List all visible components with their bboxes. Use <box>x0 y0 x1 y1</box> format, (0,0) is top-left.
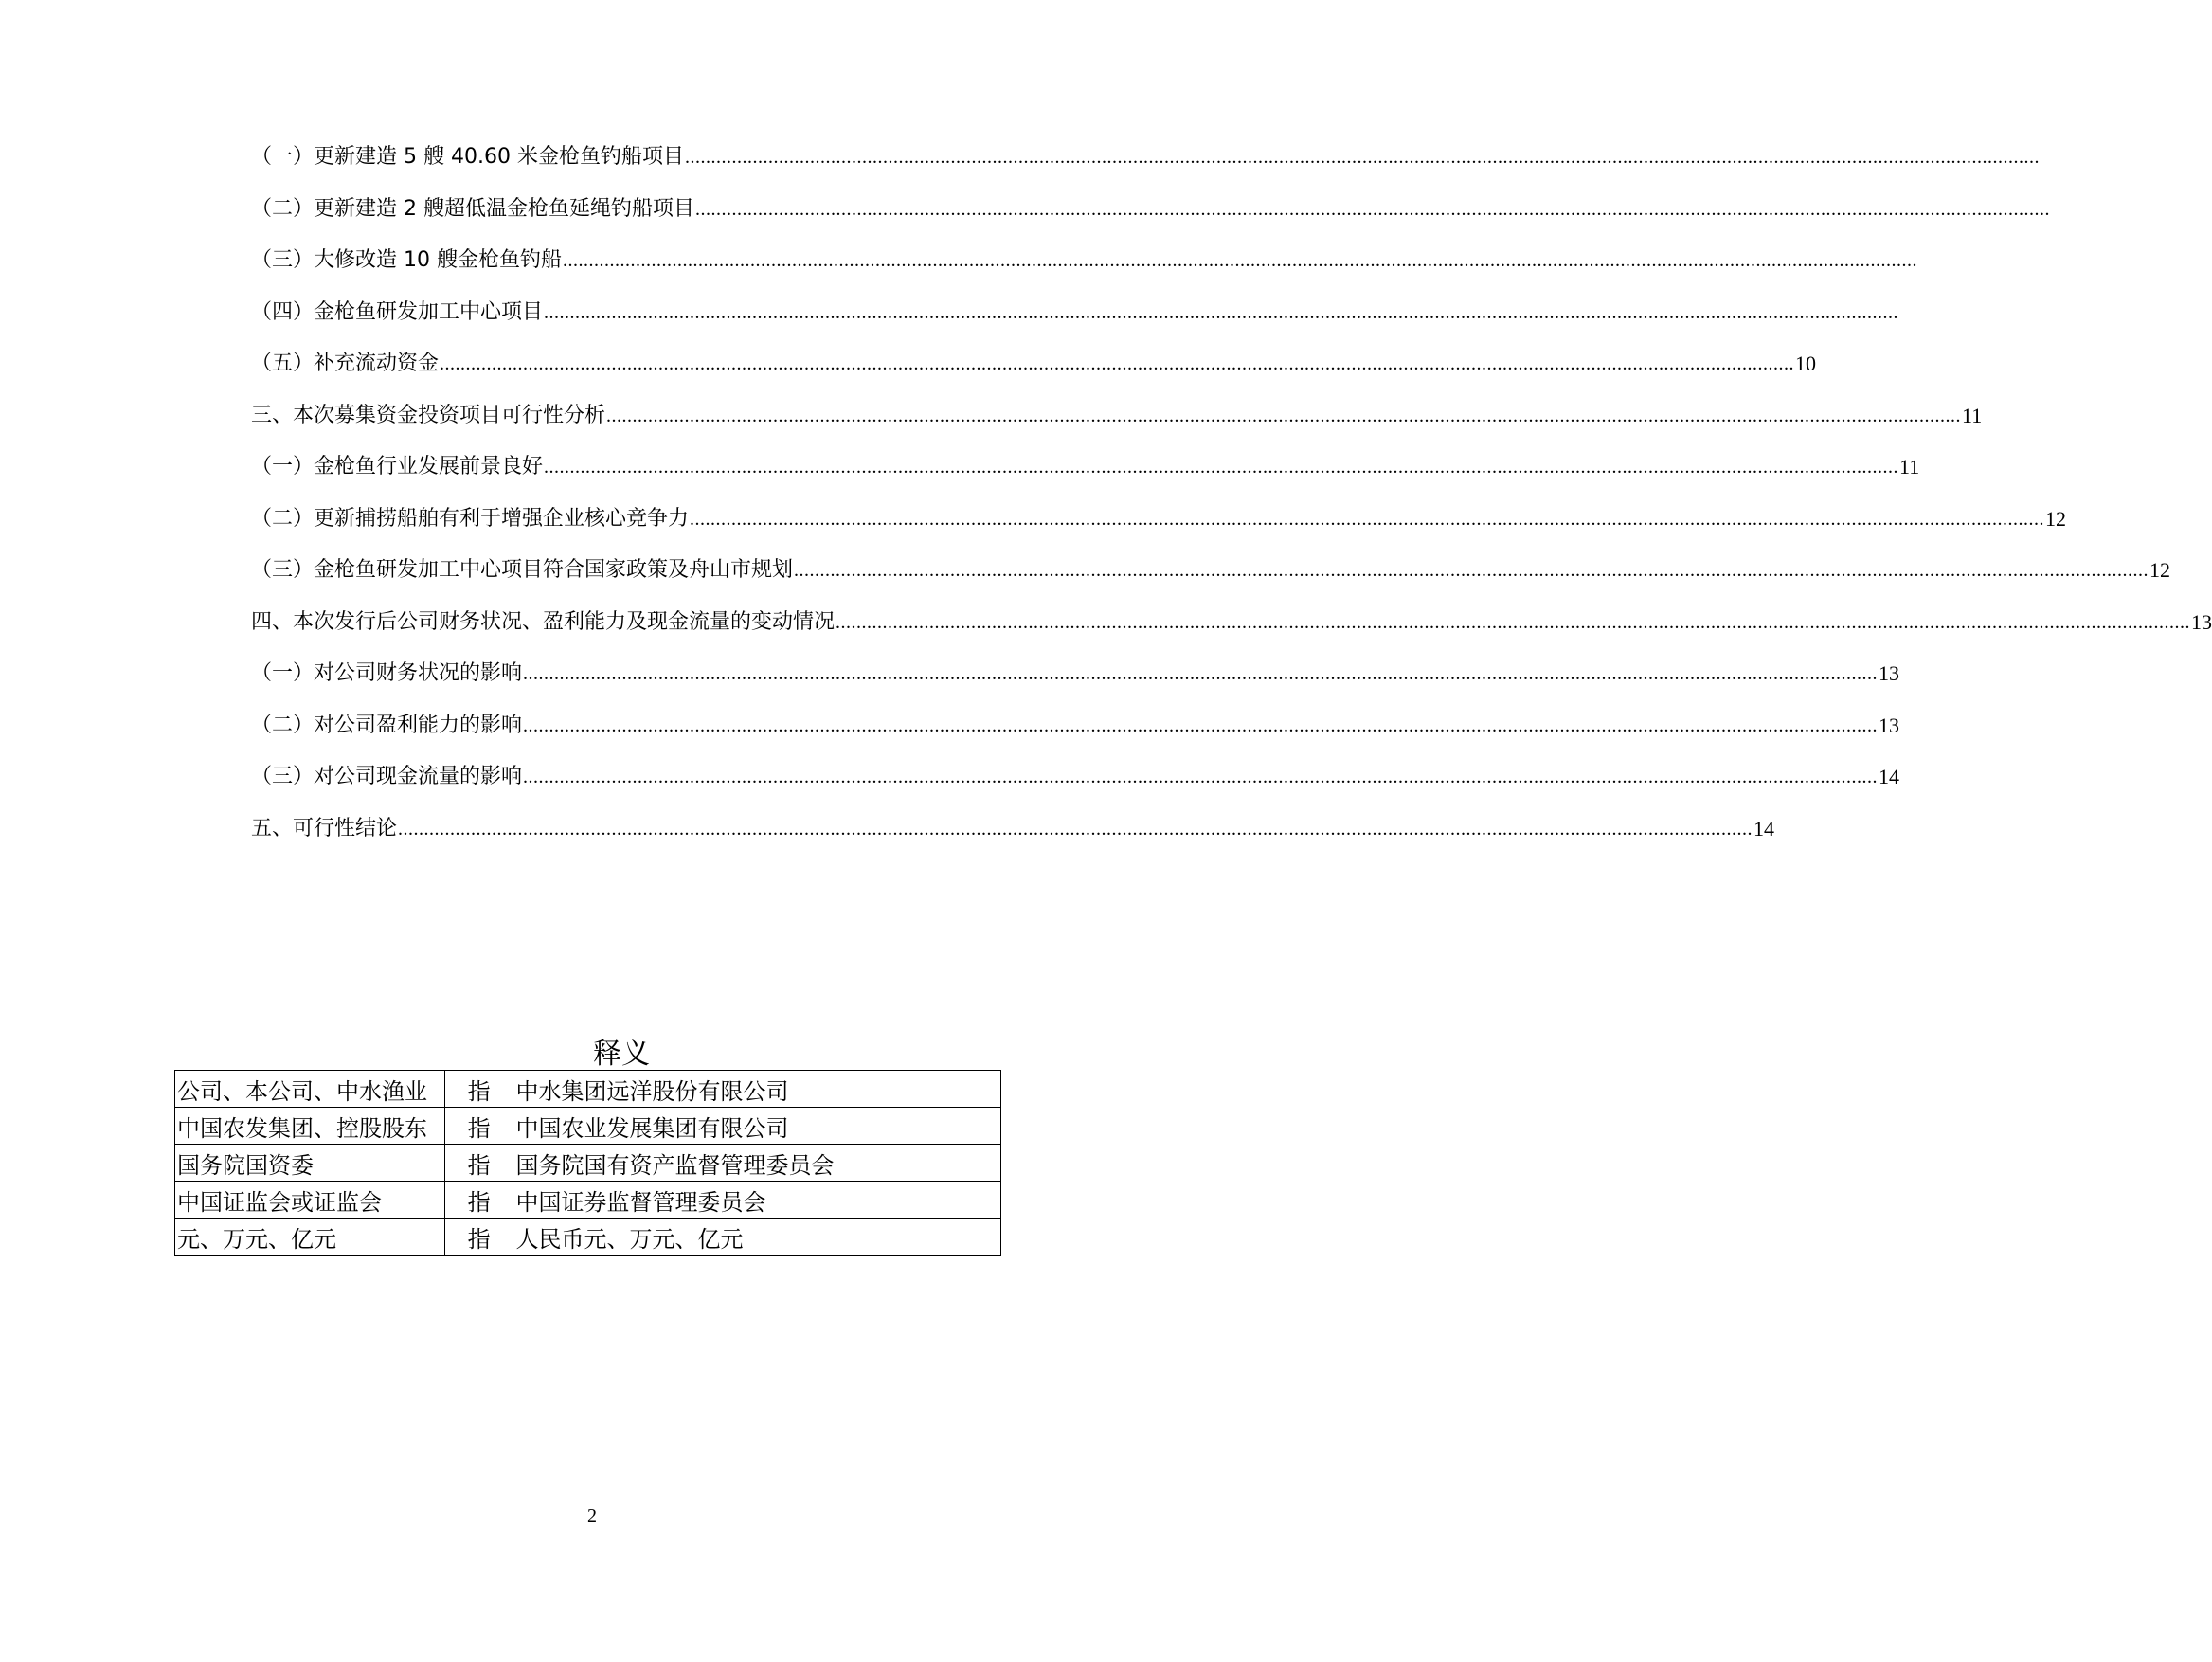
glossary-term: 国务院国资委 <box>175 1145 445 1182</box>
table-row <box>175 1108 1001 1145</box>
table-row <box>175 1071 1001 1108</box>
glossary-definition: 人民币元、万元、亿元 <box>513 1219 1001 1256</box>
toc-entry[interactable] <box>251 811 1775 843</box>
toc-dot-leader: .................................................................................................................................................................................................................................................................... <box>836 612 2191 633</box>
glossary-term: 中国农发集团、控股股东 <box>175 1108 445 1145</box>
toc-entry[interactable] <box>251 708 1900 740</box>
toc-entry-title: （三）大修改造 10 艘金枪鱼钓船 <box>251 248 562 272</box>
glossary-refers: 指 <box>444 1219 513 1256</box>
toc-dot-leader: .................................................................................................................................................................................................................................................................... <box>690 509 2045 530</box>
glossary-refers: 指 <box>444 1145 513 1182</box>
glossary-refers: 指 <box>444 1071 513 1108</box>
toc-dot-leader: .................................................................................................................................................................................................................................................................... <box>544 457 1899 478</box>
toc-entry[interactable] <box>251 346 1817 378</box>
page-number: 2 <box>587 1506 597 1527</box>
toc-entry-page: 12 <box>2045 507 2067 531</box>
glossary-definition: 国务院国有资产监督管理委员会 <box>513 1145 1001 1182</box>
toc-entry-title: （三）对公司现金流量的影响 <box>251 765 523 788</box>
toc-entry[interactable] <box>251 552 2171 585</box>
toc-entry-title: （一）金枪鱼行业发展前景良好 <box>251 455 544 479</box>
glossary-definition: 中国农业发展集团有限公司 <box>513 1108 1001 1145</box>
glossary-title: 释义 <box>593 1038 650 1071</box>
toc-entry-page: 12 <box>2149 558 2171 582</box>
toc-entry-page: 11 <box>1899 455 1920 479</box>
toc-entry-page: 11 <box>1962 404 1983 427</box>
toc-entry-title: （二）更新捕捞船舶有利于增强企业核心竞争力 <box>251 507 690 531</box>
toc-dot-leader: .................................................................................................................................................................................................................................................................... <box>523 715 1879 736</box>
table-row <box>175 1182 1001 1219</box>
glossary-table <box>174 1070 1001 1256</box>
toc-dot-leader: .................................................................................................................................................................................................................................................................... <box>794 560 2149 581</box>
toc-entry[interactable] <box>251 605 2212 637</box>
toc-entry[interactable] <box>251 191 2050 224</box>
glossary-term: 元、万元、亿元 <box>175 1219 445 1256</box>
table-row <box>175 1145 1001 1182</box>
glossary-refers: 指 <box>444 1108 513 1145</box>
toc-entry[interactable] <box>251 243 1917 275</box>
toc-entry-title: 四、本次发行后公司财务状况、盈利能力及现金流量的变动情况 <box>251 610 836 634</box>
toc-dot-leader: .................................................................................................................................................................................................................................................................... <box>684 147 2040 168</box>
toc-entry-title: 五、可行性结论 <box>251 817 398 840</box>
toc-dot-leader: .................................................................................................................................................................................................................................................................... <box>523 767 1879 787</box>
toc-entry-page: 13 <box>1879 714 1900 737</box>
toc-dot-leader: .................................................................................................................................................................................................................................................................... <box>544 302 1899 323</box>
glossary-refers: 指 <box>444 1182 513 1219</box>
toc-entry[interactable] <box>251 398 1983 430</box>
toc-entry-title: （一）对公司财务状况的影响 <box>251 661 523 685</box>
toc-entry-page: 13 <box>2191 610 2212 634</box>
glossary-term: 中国证监会或证监会 <box>175 1182 445 1219</box>
toc-entry-page: 10 <box>1795 352 1817 375</box>
toc-dot-leader: .................................................................................................................................................................................................................................................................... <box>606 406 1962 426</box>
toc-entry-title: 三、本次募集资金投资项目可行性分析 <box>251 404 606 427</box>
toc-entry-title: （四）金枪鱼研发加工中心项目 <box>251 300 544 324</box>
toc-entry-page: 14 <box>1753 817 1775 840</box>
toc-entry-page: 14 <box>1879 765 1900 788</box>
toc-entry[interactable] <box>251 656 1900 688</box>
glossary-term: 公司、本公司、中水渔业 <box>175 1071 445 1108</box>
toc-entry[interactable] <box>251 449 1920 481</box>
toc-dot-leader: .................................................................................................................................................................................................................................................................... <box>523 663 1879 684</box>
toc-entry[interactable] <box>251 501 2067 533</box>
toc-entry-page: 13 <box>1879 661 1900 685</box>
toc-dot-leader: .................................................................................................................................................................................................................................................................... <box>440 353 1795 374</box>
glossary-definition: 中国证券监督管理委员会 <box>513 1182 1001 1219</box>
toc-dot-leader: .................................................................................................................................................................................................................................................................... <box>398 819 1753 840</box>
toc-entry[interactable] <box>251 759 1900 791</box>
toc-entry-title: （二）对公司盈利能力的影响 <box>251 714 523 737</box>
toc-entry-title: （三）金枪鱼研发加工中心项目符合国家政策及舟山市规划 <box>251 558 794 582</box>
toc-entry-title: （一）更新建造 5 艘 40.60 米金枪鱼钓船项目 <box>251 145 684 169</box>
glossary-definition: 中水集团远洋股份有限公司 <box>513 1071 1001 1108</box>
table-row <box>175 1219 1001 1256</box>
toc-entry[interactable] <box>251 139 2040 172</box>
toc-dot-leader: .................................................................................................................................................................................................................................................................... <box>695 199 2050 220</box>
toc-entry-title: （五）补充流动资金 <box>251 352 440 375</box>
toc-dot-leader: .................................................................................................................................................................................................................................................................... <box>562 250 1917 271</box>
toc-entry-title: （二）更新建造 2 艘超低温金枪鱼延绳钓船项目 <box>251 197 694 221</box>
toc-entry[interactable] <box>251 295 1899 327</box>
